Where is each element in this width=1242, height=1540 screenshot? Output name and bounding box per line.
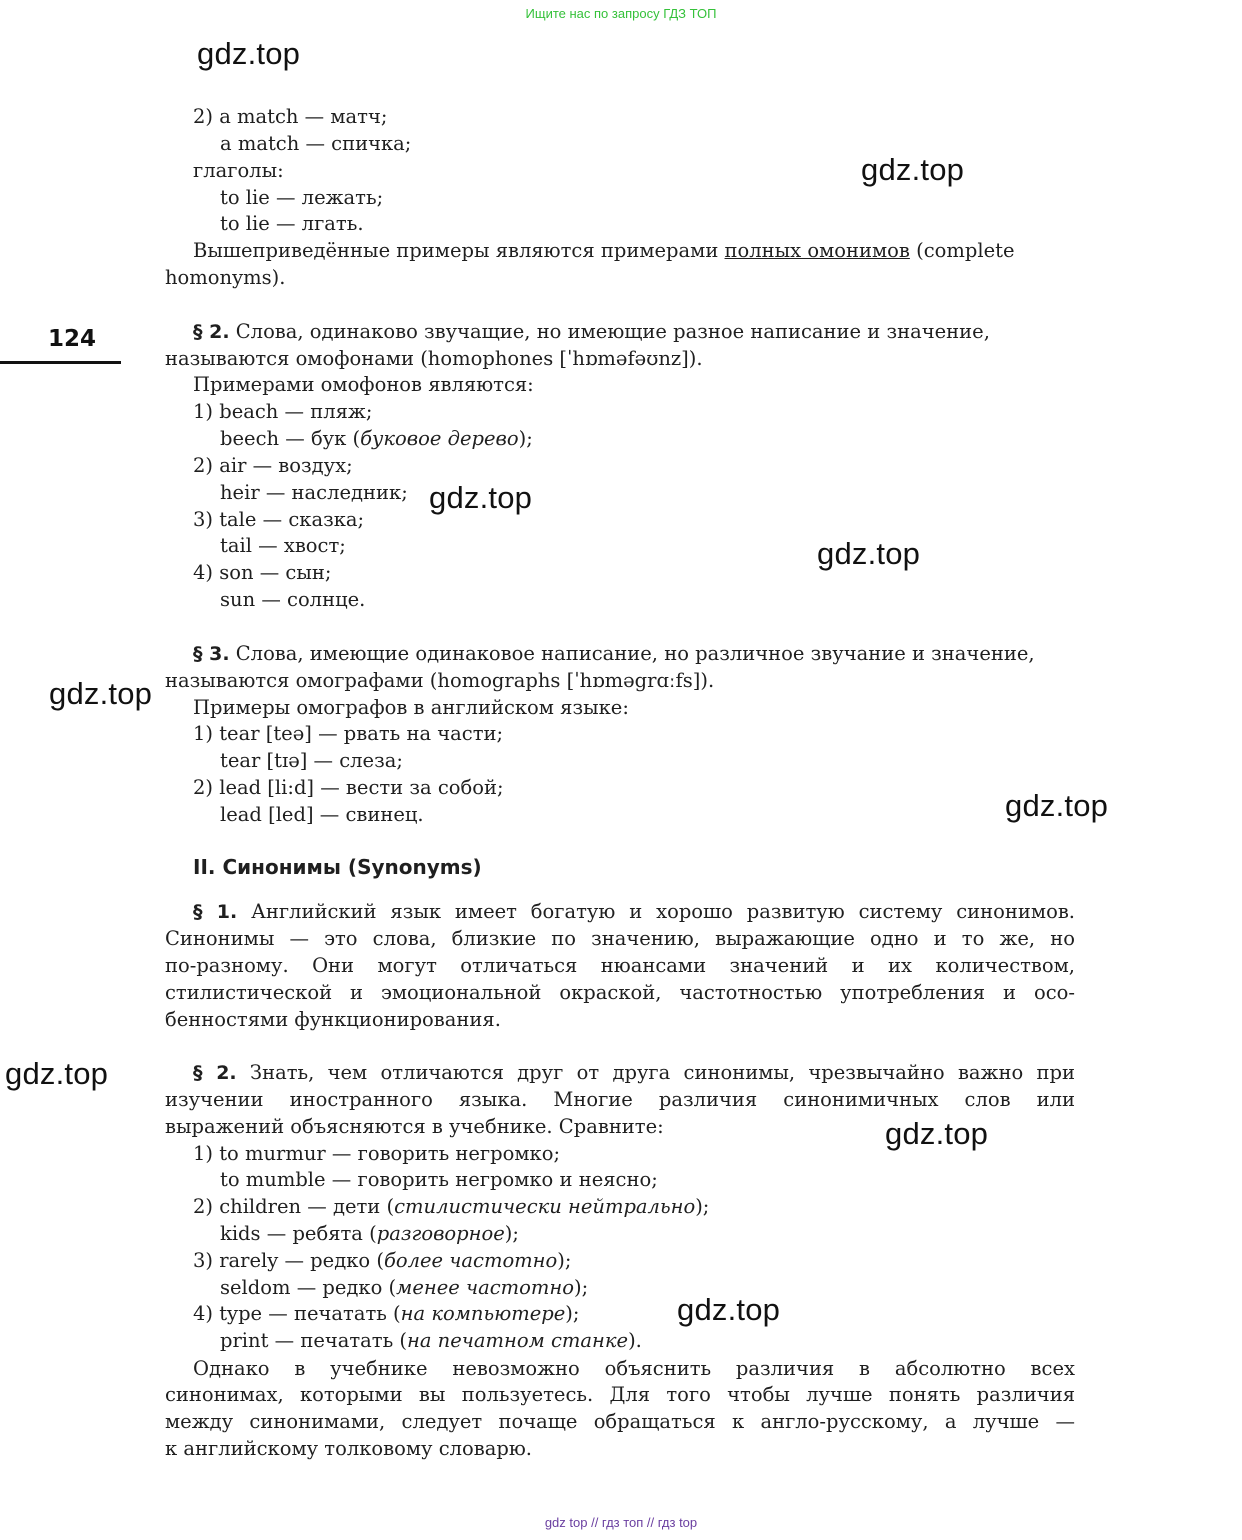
text-line: tail — хвост; bbox=[220, 534, 346, 557]
text-line: 1) tear [teə] — рвать на части; bbox=[193, 722, 504, 745]
text-line: выражений объясняются в учебнике. Сравните: bbox=[165, 1115, 664, 1138]
watermark: gdz.top bbox=[817, 536, 921, 571]
watermark: gdz.top bbox=[429, 480, 533, 515]
text-line: 4) son — сын; bbox=[193, 561, 332, 584]
text-line bbox=[193, 1302, 579, 1326]
text-line: называются омографами (homographs [ˈhɒməgrɑːfs]). bbox=[165, 669, 715, 692]
text-line: синонимах, которыми вы пользуетесь. Для того чтобы лучше понять различия bbox=[165, 1383, 1075, 1406]
text-line: Синонимы — это слова, близкие по значению, выражающие одно и то же, но bbox=[165, 927, 1075, 950]
text-run: ); bbox=[557, 1249, 572, 1272]
watermark: gdz.top bbox=[197, 36, 301, 71]
text-line bbox=[220, 1329, 642, 1353]
page-number-rule bbox=[0, 361, 121, 364]
text-line bbox=[193, 900, 1075, 924]
text-run: 4) type — печатать ( bbox=[193, 1302, 401, 1325]
text-line: изучении иностранного языка. Многие различия синонимичных слов или bbox=[165, 1088, 1075, 1111]
text-run: print — печатать ( bbox=[220, 1329, 408, 1352]
text-line: to mumble — говорить негромко и неясно; bbox=[220, 1168, 658, 1191]
text-line: по-разному. Они могут отличаться нюансами значений и их количеством, bbox=[165, 954, 1075, 977]
text-run: kids — ребята ( bbox=[220, 1222, 377, 1245]
text-line: heir — наследник; bbox=[220, 481, 408, 504]
watermark: gdz.top bbox=[677, 1292, 781, 1327]
section-mark: § 2. bbox=[193, 321, 230, 343]
text-line bbox=[220, 1276, 588, 1300]
footer-links[interactable]: gdz top // гдз топ // гдз top bbox=[544, 1515, 698, 1530]
text-run: Слова, одинаково звучащие, но имеющие разное написание и значение, bbox=[229, 320, 990, 343]
text-line bbox=[193, 1195, 709, 1219]
text-run: ); bbox=[504, 1222, 519, 1245]
text-run: Английский язык имеет богатую и хорошо развитую систему синонимов. bbox=[237, 900, 1075, 923]
watermark: gdz.top bbox=[861, 152, 965, 187]
text-line: глаголы: bbox=[193, 159, 284, 182]
text-line: Примерами омофонов являются: bbox=[193, 373, 534, 396]
text-line: стилистической и эмоциональной окраской, частотностью употребления и осо- bbox=[165, 981, 1075, 1004]
text-line bbox=[193, 320, 990, 344]
text-line: lead [led] — свинец. bbox=[220, 803, 424, 826]
section-mark: § 2. bbox=[193, 1062, 237, 1084]
italic-note: более частотно bbox=[383, 1249, 558, 1272]
text-line: 2) a match — матч; bbox=[193, 105, 388, 128]
text-line: 2) air — воздух; bbox=[193, 454, 353, 477]
text-line: to lie — лежать; bbox=[220, 186, 384, 209]
text-line bbox=[193, 1061, 1075, 1085]
section-mark: § 3. bbox=[193, 643, 230, 665]
italic-note: буковое дерево bbox=[360, 427, 519, 450]
text-line bbox=[220, 1222, 519, 1246]
text-line bbox=[193, 642, 1035, 666]
text-line: к английскому толковому словарю. bbox=[165, 1437, 533, 1460]
text-run: Вышеприведённые примеры являются примерами bbox=[193, 239, 725, 262]
watermark: gdz.top bbox=[5, 1056, 109, 1091]
text-run: ); bbox=[574, 1276, 589, 1299]
italic-note: менее частотно bbox=[396, 1276, 574, 1299]
watermark: gdz.top bbox=[885, 1116, 989, 1151]
watermark: gdz.top bbox=[1005, 788, 1109, 823]
text-line: 3) tale — сказка; bbox=[193, 508, 365, 531]
top-banner[interactable]: Ищите нас по запросу ГДЗ ТОП bbox=[525, 6, 717, 21]
text-line bbox=[220, 427, 533, 451]
text-run: ). bbox=[628, 1329, 642, 1352]
text-run: 3) rarely — редко ( bbox=[193, 1249, 384, 1272]
text-line: Примеры омографов в английском языке: bbox=[193, 696, 629, 719]
text-run: beech — бук ( bbox=[220, 427, 361, 450]
text-line: называются омофонами (homophones [ˈhɒməfəʊnz]). bbox=[165, 347, 703, 370]
text-run: Слова, имеющие одинаковое написание, но различное звучание и значение, bbox=[229, 642, 1035, 665]
text-line: между синонимами, следует почаще обращаться к англо-русскому, а лучше — bbox=[165, 1410, 1075, 1433]
text-line bbox=[193, 239, 1014, 263]
text-run: ); bbox=[565, 1302, 580, 1325]
text-line: sun — солнце. bbox=[220, 588, 366, 611]
text-line: бенностями функционирования. bbox=[165, 1008, 501, 1031]
text-run: seldom — редко ( bbox=[220, 1276, 397, 1299]
page-number: 124 bbox=[48, 326, 97, 352]
italic-note: на компьютере bbox=[400, 1302, 566, 1325]
text-run: ); bbox=[518, 427, 533, 450]
text-run: (complete bbox=[909, 239, 1015, 262]
text-line: 2) lead [li:d] — вести за собой; bbox=[193, 776, 504, 799]
text-line: 1) to murmur — говорить негромко; bbox=[193, 1142, 561, 1165]
text-line: homonyms). bbox=[165, 266, 286, 289]
section-mark: § 1. bbox=[193, 901, 238, 923]
text-line bbox=[193, 1249, 571, 1273]
watermark: gdz.top bbox=[49, 676, 153, 711]
text-run: Знать, чем отличаются друг от друга синонимы, чрезвычайно важно при bbox=[236, 1061, 1075, 1084]
text-run: 2) children — дети ( bbox=[193, 1195, 395, 1218]
italic-note: стилистически нейтрально bbox=[394, 1195, 696, 1218]
text-line: to lie — лгать. bbox=[220, 212, 364, 235]
italic-note: на печатном станке bbox=[407, 1329, 629, 1352]
italic-note: разговорное bbox=[376, 1222, 505, 1245]
text-line: tear [tɪə] — слеза; bbox=[220, 749, 403, 772]
text-line: 1) beach — пляж; bbox=[193, 400, 373, 423]
text-run: ); bbox=[695, 1195, 710, 1218]
underlined-term: полных омонимов bbox=[724, 239, 910, 262]
text-line: a match — спичка; bbox=[220, 132, 412, 155]
text-line: Однако в учебнике невозможно объяснить различия в абсолютно всех bbox=[193, 1357, 1075, 1380]
section-heading: II. Синонимы (Synonyms) bbox=[193, 855, 482, 879]
